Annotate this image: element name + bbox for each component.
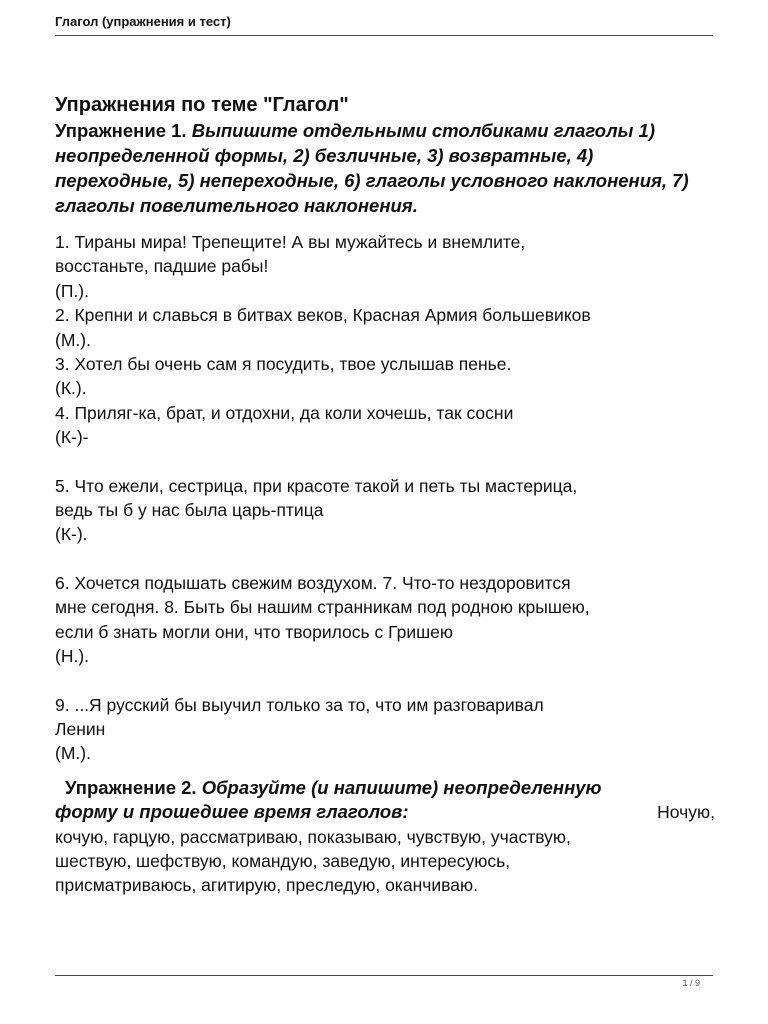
header-rule xyxy=(55,35,713,36)
item-line: 6. Хочется подышать свежим воздухом. 7. Что-то нездоровится xyxy=(55,572,571,593)
item-4 xyxy=(55,401,715,450)
exercise-2-label: Упражнение 2. xyxy=(65,776,197,798)
exercise-1-instructions: Выпишите отдельными столбиками глаголы 1) неопределенной формы, 2) безличные, 3) возвратные, 4) переходные, 5) непереходные, 6) глаголы условного наклонения, 7) глаголы повелительного наклонения. xyxy=(55,120,689,216)
item-line: 4. Приляг-ка, брат, и отдохни, да коли хочешь, так сосни xyxy=(55,402,514,423)
item-5 xyxy=(55,474,715,547)
item-line: 2. Крепни и славься в битвах веков, Красная Армия большевиков xyxy=(55,305,591,326)
exercise-2-words: присматриваюсь, агитирую, преследую, оканчиваю. xyxy=(55,875,478,896)
exercise-2-first-word: Ночую, xyxy=(657,802,715,823)
item-3 xyxy=(55,352,715,401)
item-source: (К.). xyxy=(55,378,87,399)
exercise-2-words: шествую, шефствую, командую, заведую, интересуюсь, xyxy=(55,850,511,871)
exercise-2-task xyxy=(55,776,715,800)
footer-rule xyxy=(55,975,713,976)
item-line: 3. Хотел бы очень сам я посудить, твое услышав пенье. xyxy=(55,354,512,375)
running-header: Глагол (упражнения и тест) xyxy=(55,14,231,29)
item-line: если б знать могли они, что творилось с Гришею xyxy=(55,621,454,642)
item-source: (М.). xyxy=(55,329,91,350)
item-6-8 xyxy=(55,571,715,669)
item-source: (К-). xyxy=(55,524,88,545)
exercise-1-label: Упражнение 1. xyxy=(55,120,187,141)
exercise-1-task xyxy=(55,118,715,218)
item-line: 1. Тираны мира! Трепещите! А вы мужайтесь и внемлите, xyxy=(55,232,526,252)
item-source: (Н.). xyxy=(55,646,90,667)
item-line: восстаньте, падшие рабы! xyxy=(55,256,269,277)
exercise-2-instructions-1: Образуйте (и напишите) неопределенную xyxy=(196,776,602,798)
item-line: 9. ...Я русский бы выучил только за то, что им разговаривал xyxy=(55,694,544,715)
item-line: Ленин xyxy=(55,718,106,739)
exercise-2-task-line-2 xyxy=(55,800,715,824)
document-body xyxy=(55,92,715,898)
item-1 xyxy=(55,230,715,303)
page-heading: Упражнения по теме "Глагол" xyxy=(55,94,349,116)
exercise-2-words: кочую, гарцую, рассматриваю, показываю, чувствую, участвую, xyxy=(55,826,571,847)
exercise-2 xyxy=(55,776,715,898)
exercise-2-instructions-2: форму и прошедшее время глаголов: xyxy=(55,801,409,823)
item-9 xyxy=(55,693,715,766)
item-source: (М.). xyxy=(55,743,91,764)
item-source: (К-)- xyxy=(55,427,89,448)
item-source: (П.). xyxy=(55,280,89,301)
item-line: 5. Что ежели, сестрица, при красоте такой и петь ты мастерица, xyxy=(55,475,578,496)
item-line: ведь ты б у нас была царь-птица xyxy=(55,500,324,521)
item-2 xyxy=(55,303,715,352)
page-number: 1 / 9 xyxy=(682,978,700,988)
item-line: мне сегодня. 8. Быть бы нашим странникам под родною крышею, xyxy=(55,597,590,618)
